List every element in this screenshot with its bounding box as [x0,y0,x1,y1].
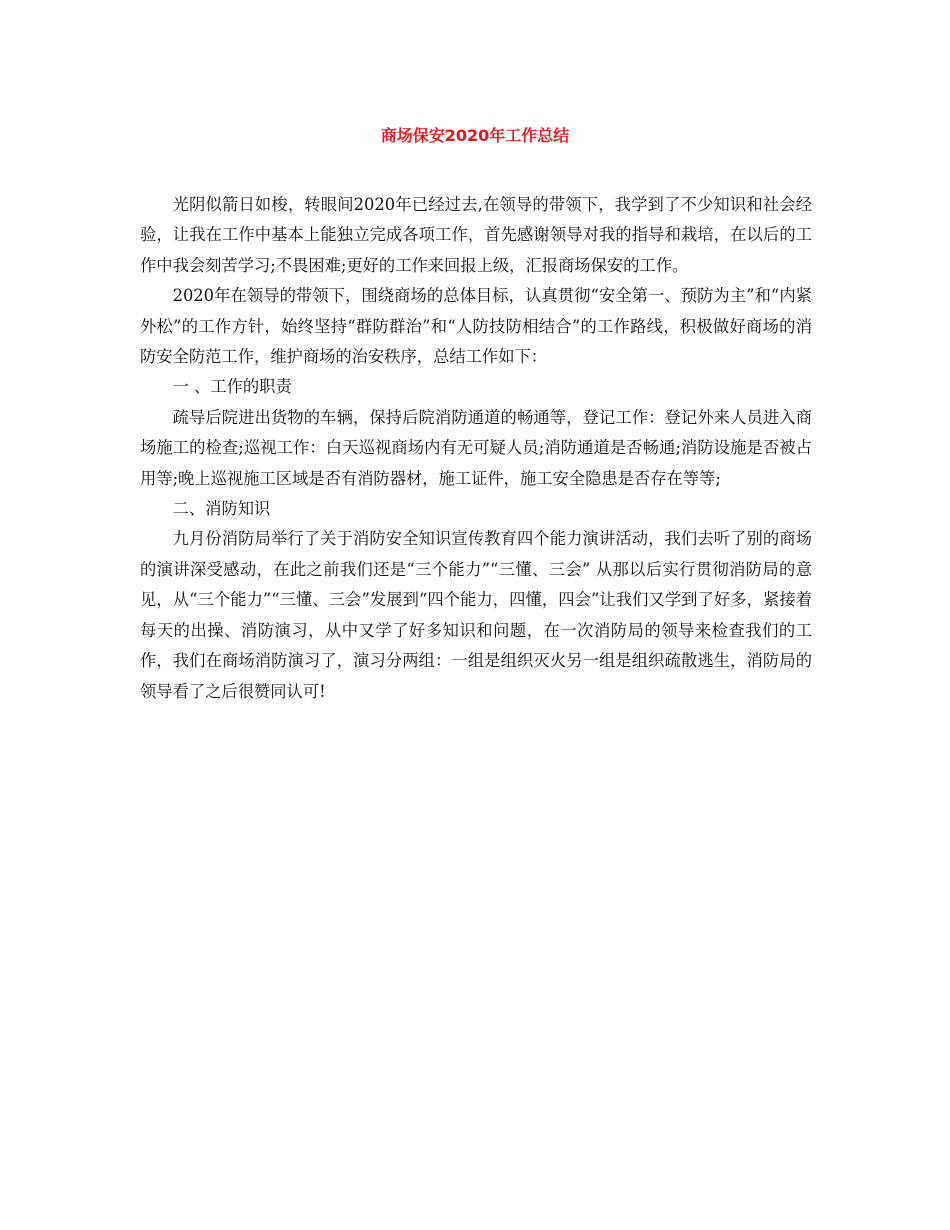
section-heading-fire-knowledge: 二、消防知识 [172,499,271,519]
section-heading-duties: 一 、工作的职责 [172,377,292,397]
document-body [140,190,812,707]
paragraph-intro: 光阴似箭日如梭，转眼间2020年已经过去,在领导的带领下，我学到了不少知识和社会经验，让我在工作中基本上能独立完成各项工作，首先感谢领导对我的指导和栽培，在以后的工作中我会刻苦学习;不畏困难;更好的工作来回报上级，汇报商场保安的工作。 [140,195,812,275]
document-title: 商场保安2020年工作总结 [380,126,570,145]
paragraph-overview: 2020年在领导的带领下，围绕商场的总体目标，认真贯彻“安全第一、预防为主”和“内紧外松”的工作方针，始终坚持“群防群治”和“人防技防相结合”的工作路线，积极做好商场的消防安全防范工作，维护商场的治安秩序，总结工作如下： [140,286,812,367]
paragraph-duties: 疏导后院进出货物的车辆，保持后院消防通道的畅通等，登记工作：登记外来人员进入商场施工的检查;巡视工作：白天巡视商场内有无可疑人员;消防通道是否畅通;消防设施是否被占用等;晚上巡视施工区域是否有消防器材，施工证件，施工安全隐患是否存在等等; [140,407,812,488]
paragraph-fire-knowledge: 九月份消防局举行了关于消防安全知识宣传教育四个能力演讲活动，我们去听了别的商场的演讲深受感动，在此之前我们还是“三个能力”“三懂、三会” 从那以后实行贯彻消防局的意见，从“三个能力”“三懂、三会”发展到“四个能力，四懂，四会”让我们又学到了好多，紧接着每天的出操、消防演习，从中又学了好多知识和问题，在一次消防局的领导来检查我们的工作，我们在商场消防演习了，演习分两组：一组是组织灭火另一组是组织疏散逃生，消防局的领导看了之后很赞同认可! [140,529,812,701]
